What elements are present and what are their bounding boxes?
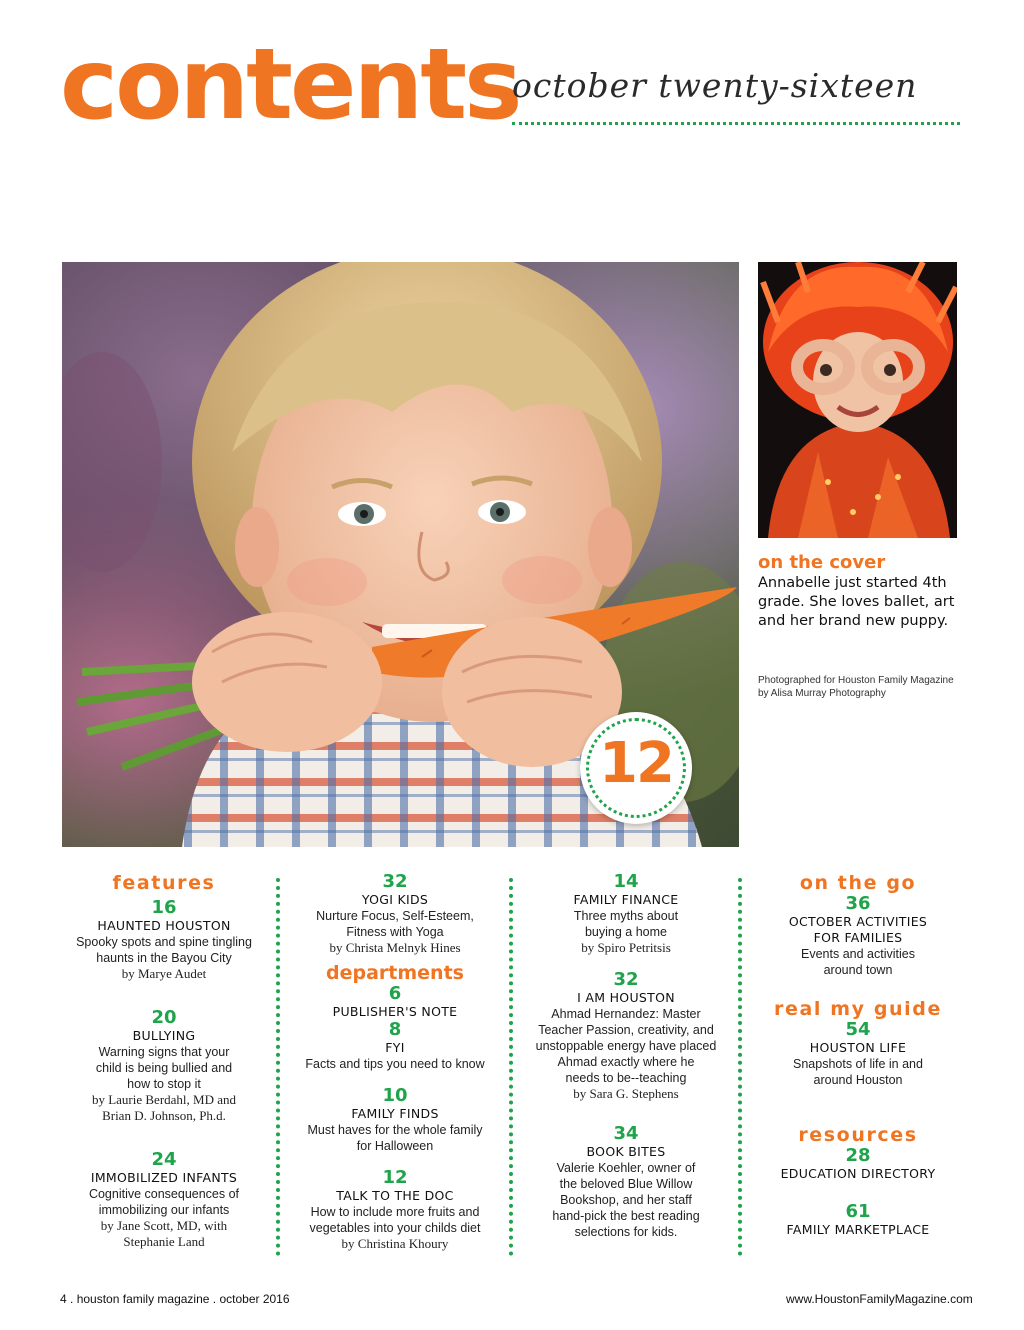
article-desc: Bookshop, and her staff [560,1193,692,1207]
page-number: 32 [382,871,408,892]
article-desc: around Houston [813,1073,903,1087]
article-desc: vegetables into your childs diet [309,1221,481,1235]
column-divider [738,878,742,1256]
article-title: I AM HOUSTON [577,990,675,1005]
badge-number: 12 [599,731,673,796]
toc-entry-yogi-kids[interactable] [292,872,498,956]
article-desc: Spooky spots and spine tingling [76,935,252,949]
article-desc: Warning signs that your [98,1045,230,1059]
byline: by Marye Audet [121,966,207,981]
byline: by Christa Melnyk Hines [329,940,461,955]
article-title: FAMILY MARKETPLACE [786,1222,930,1237]
article-title: TALK TO THE DOC [336,1188,454,1203]
article-desc: for Halloween [356,1139,434,1153]
page-number: 34 [613,1123,639,1144]
photo-credit-line: by Alisa Murray Photography [758,688,886,699]
toc-entry-fyi[interactable] [292,1020,498,1072]
byline: Brian D. Johnson, Ph.d. [102,1108,226,1123]
column-divider [276,878,280,1256]
article-desc: Facts and tips you need to know [305,1057,485,1071]
footer-folio [60,1292,290,1306]
article-desc: selections for kids. [574,1225,678,1239]
page-number: 6 [388,983,402,1004]
folio-separator: . [66,1292,77,1306]
issue-subtitle: october twenty-sixteen [512,66,918,105]
folio-magazine-name: houston family magazine [76,1292,210,1306]
folio-page-number: 4 [60,1292,67,1306]
article-desc: immobilizing our infants [98,1203,230,1217]
article-title: BOOK BITES [586,1144,666,1159]
article-title: PUBLISHER'S NOTE [332,1004,458,1019]
page-number: 20 [151,1007,177,1028]
page-number: 8 [388,1019,402,1040]
on-the-go-heading: on the go [799,872,917,894]
page-number: 36 [845,893,871,914]
toc-entry-houston-life[interactable] [752,1020,964,1088]
cover-description: Annabelle just started 4th grade. She loves ballet, art and her brand new puppy. [758,575,955,629]
article-title: FAMILY FINANCE [573,892,679,907]
article-desc: Must haves for the whole family [307,1123,483,1137]
toc-entry-bullying[interactable] [58,1008,270,1124]
article-title: OCTOBER ACTIVITIES [788,914,928,929]
page-number: 54 [845,1019,871,1040]
article-desc: child is being bullied and [95,1061,233,1075]
article-desc: Valerie Koehler, owner of [556,1161,696,1175]
article-desc: how to stop it [127,1077,201,1091]
toc-entry-family-finance[interactable] [524,872,728,956]
toc-entry-family-finds[interactable] [292,1086,498,1154]
cover-photo-girl-in-costume [758,262,957,538]
article-desc: Cognitive consequences of [88,1187,240,1201]
article-title: HAUNTED HOUSTON [97,918,231,933]
article-desc: Fitness with Yoga [346,925,444,939]
dotted-rule [512,122,960,125]
toc-entry-publishers-note[interactable] [292,984,498,1020]
article-title: FAMILY FINDS [351,1106,439,1121]
article-desc: around town [823,963,893,977]
toc-entry-immobilized-infants[interactable] [58,1150,270,1250]
articles-column [524,872,728,1240]
toc-entry-haunted-houston[interactable] [58,898,270,982]
departments-column [292,872,498,1252]
byline: by Laurie Berdahl, MD and [91,1092,237,1107]
article-desc: the beloved Blue Willow [559,1177,693,1191]
page-number: 10 [382,1085,408,1106]
article-desc: haunts in the Bayou City [96,951,232,965]
byline: by Sara G. Stephens [573,1086,679,1101]
article-desc: needs to be--teaching [565,1071,687,1085]
toc-entry-i-am-houston[interactable] [524,970,728,1102]
article-desc: Ahmad exactly where he [557,1055,695,1069]
features-heading: features [112,872,216,894]
article-desc: buying a home [584,925,667,939]
page-number: 16 [151,897,177,918]
page-number: 32 [613,969,639,990]
byline: by Christina Khoury [341,1236,449,1251]
article-desc: How to include more fruits and [310,1205,480,1219]
cover-girl-illustration [758,262,957,538]
photo-credit-line: Photographed for Houston Family Magazine [758,675,954,686]
article-title: YOGI KIDS [361,892,429,907]
real-my-guide-heading: real my guide [774,998,942,1020]
article-desc: hand-pick the best reading [552,1209,700,1223]
column-divider [509,878,513,1256]
footer-website-link[interactable]: www.HoustonFamilyMagazine.com [786,1292,973,1306]
article-desc: Nurture Focus, Self-Esteem, [316,909,474,923]
article-title: HOUSTON LIFE [809,1040,907,1055]
article-title: IMMOBILIZED INFANTS [90,1170,238,1185]
page-number-badge [580,712,692,824]
page-number: 24 [151,1149,177,1170]
article-desc: Ahmad Hernandez: Master [551,1007,701,1021]
page-title: contents [60,28,520,142]
article-desc: unstoppable energy have placed [535,1039,717,1053]
page-number: 28 [845,1145,871,1166]
folio-issue: october 2016 [219,1292,290,1306]
folio-separator: . [209,1292,220,1306]
photo-credit [758,674,968,700]
article-title: EDUCATION DIRECTORY [780,1166,936,1181]
byline: Stephanie Land [123,1234,205,1249]
on-the-cover-heading: on the cover [758,552,886,573]
byline: by Spiro Petritsis [581,940,671,955]
article-title: FOR FAMILIES [813,930,903,945]
byline: by Jane Scott, MD, with [100,1218,228,1233]
toc-entry-family-marketplace[interactable] [752,1202,964,1238]
article-desc: Snapshots of life in and [793,1057,923,1071]
toc-entry-book-bites[interactable] [524,1124,728,1240]
features-column [58,872,270,1250]
article-desc: Teacher Passion, creativity, and [538,1023,714,1037]
departments-heading: departments [326,962,464,984]
page-number: 12 [382,1167,408,1188]
page-number: 14 [613,871,639,892]
toc-entry-october-activities[interactable] [752,894,964,978]
resources-heading: resources [798,1124,918,1146]
toc-entry-talk-to-the-doc[interactable] [292,1168,498,1252]
article-title: BULLYING [132,1028,196,1043]
article-desc: Three myths about [573,909,679,923]
article-title: FYI [385,1040,405,1055]
guide-column [752,872,964,1238]
toc-entry-education-directory[interactable] [752,1146,964,1182]
page-number: 61 [845,1201,871,1222]
article-desc: Events and activities [801,947,915,961]
